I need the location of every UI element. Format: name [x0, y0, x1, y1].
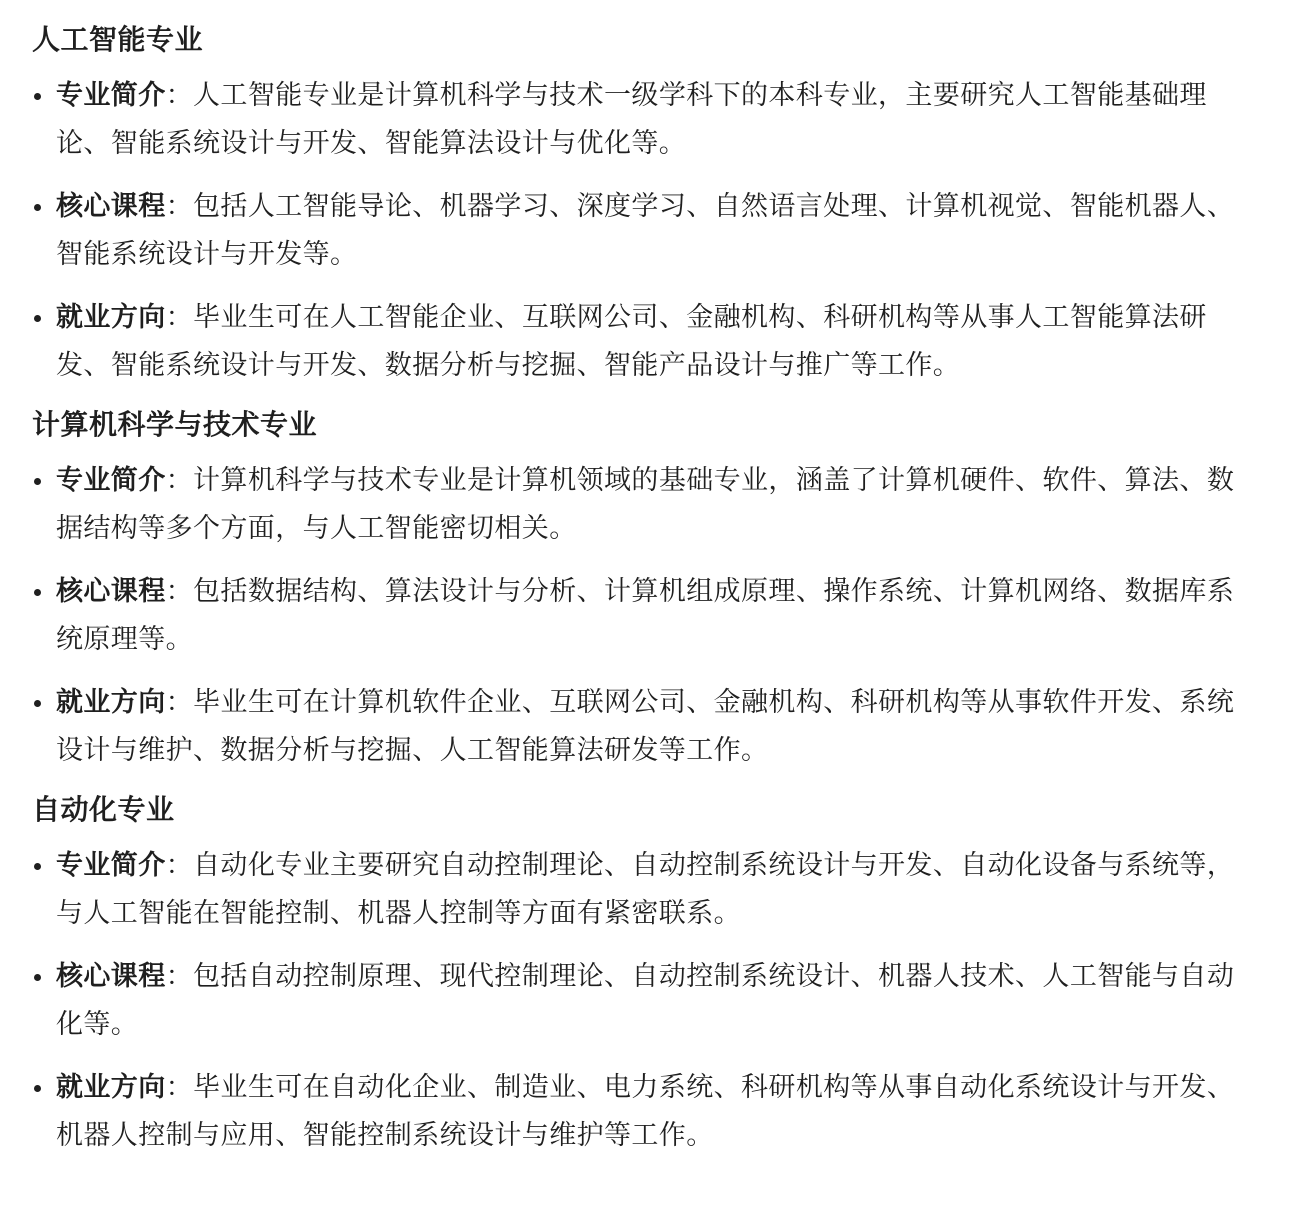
item-label: 核心课程 [56, 961, 166, 992]
item-label: 就业方向 [56, 1072, 166, 1103]
list-item [32, 457, 1260, 553]
list-item [32, 568, 1260, 664]
section-title: 自动化专业 [32, 793, 175, 826]
item-colon: ： [165, 191, 194, 222]
item-colon: ： [165, 302, 194, 333]
list-item [32, 1064, 1260, 1160]
item-text: 包括数据结构、算法设计与分析、计算机组成原理、操作系统、计算机网络、数据库系统原理等。 [56, 576, 1235, 655]
section-cs [32, 405, 1260, 775]
item-text: 人工智能专业是计算机科学与技术一级学科下的本科专业，主要研究人工智能基础理论、智能系统设计与开发、智能算法设计与优化等。 [56, 80, 1207, 159]
item-label: 专业简介 [56, 850, 166, 881]
item-colon: ： [165, 1072, 194, 1103]
list-item [32, 953, 1260, 1049]
item-list [32, 72, 1260, 390]
item-text: 包括自动控制原理、现代控制理论、自动控制系统设计、机器人技术、人工智能与自动化等。 [56, 961, 1235, 1040]
list-item [32, 679, 1260, 775]
section-title: 人工智能专业 [32, 23, 204, 56]
item-label: 专业简介 [56, 465, 166, 496]
item-text: 毕业生可在计算机软件企业、互联网公司、金融机构、科研机构等从事软件开发、系统设计与维护、数据分析与挖掘、人工智能算法研发等工作。 [56, 687, 1235, 766]
item-text: 自动化专业主要研究自动控制理论、自动控制系统设计与开发、自动化设备与系统等，与人工智能在智能控制、机器人控制等方面有紧密联系。 [56, 850, 1235, 929]
section-automation [32, 790, 1260, 1160]
section-ai [32, 20, 1260, 390]
item-label: 专业简介 [56, 80, 166, 111]
item-colon: ： [165, 576, 194, 607]
item-label: 核心课程 [56, 576, 166, 607]
section-title: 计算机科学与技术专业 [32, 408, 318, 441]
item-text: 毕业生可在自动化企业、制造业、电力系统、科研机构等从事自动化系统设计与开发、机器人控制与应用、智能控制系统设计与维护等工作。 [56, 1072, 1235, 1151]
item-label: 就业方向 [56, 302, 166, 333]
item-text: 毕业生可在人工智能企业、互联网公司、金融机构、科研机构等从事人工智能算法研发、智能系统设计与开发、数据分析与挖掘、智能产品设计与推广等工作。 [56, 302, 1207, 381]
item-list [32, 457, 1260, 775]
item-colon: ： [165, 961, 194, 992]
item-label: 就业方向 [56, 687, 166, 718]
list-item [32, 842, 1260, 938]
item-list [32, 842, 1260, 1160]
list-item [32, 294, 1260, 390]
item-text: 包括人工智能导论、机器学习、深度学习、自然语言处理、计算机视觉、智能机器人、智能系统设计与开发等。 [56, 191, 1235, 270]
item-colon: ： [165, 80, 194, 111]
item-label: 核心课程 [56, 191, 166, 222]
item-colon: ： [165, 687, 194, 718]
list-item [32, 72, 1260, 168]
item-colon: ： [165, 850, 194, 881]
list-item [32, 183, 1260, 279]
item-text: 计算机科学与技术专业是计算机领域的基础专业，涵盖了计算机硬件、软件、算法、数据结构等多个方面，与人工智能密切相关。 [56, 465, 1235, 544]
item-colon: ： [165, 465, 194, 496]
